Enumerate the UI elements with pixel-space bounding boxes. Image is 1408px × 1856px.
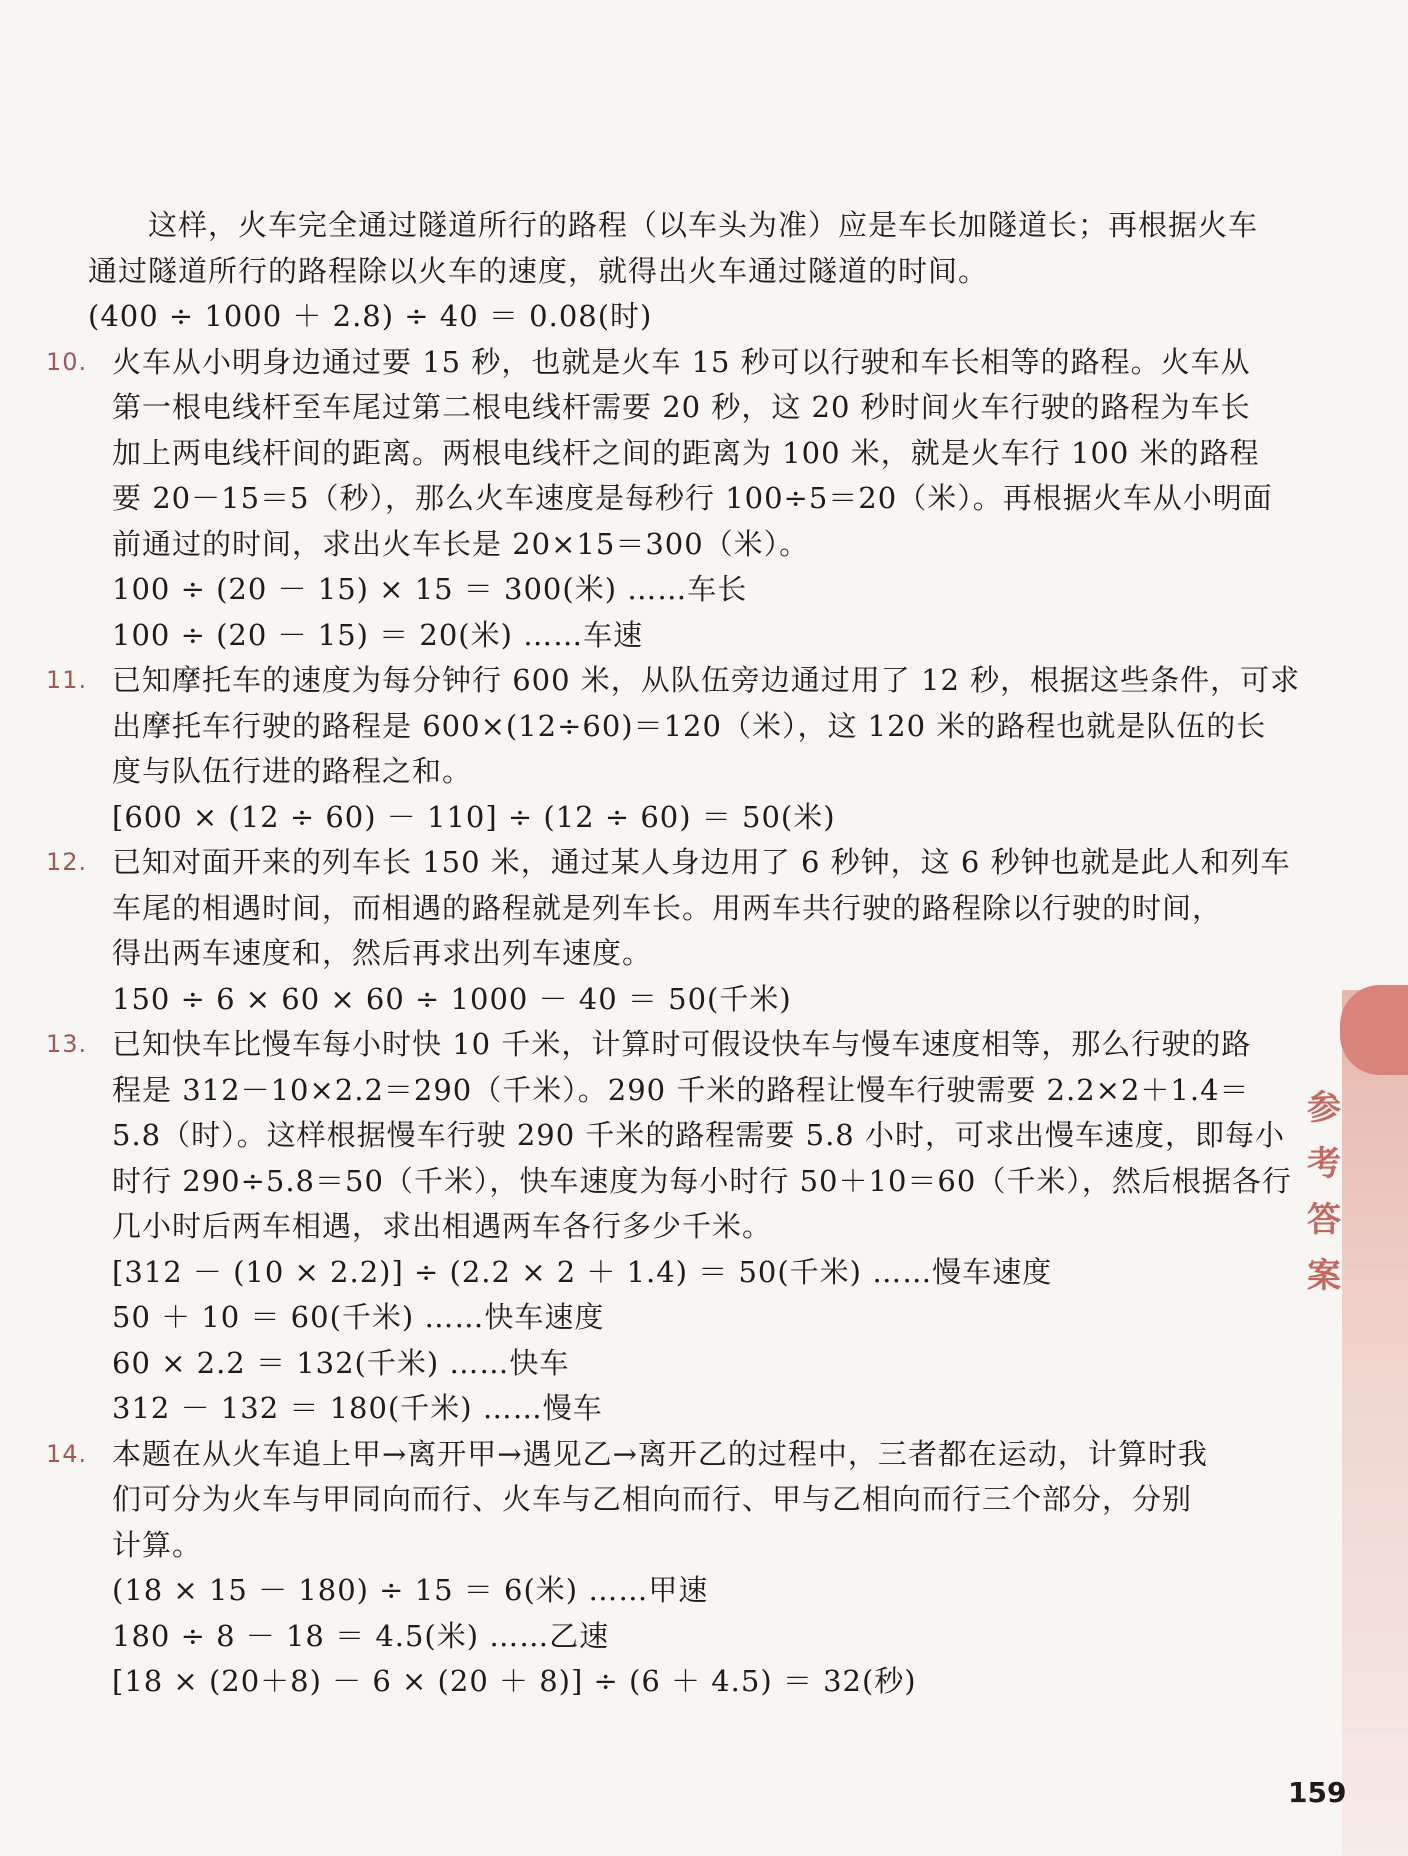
item-text-line: 几小时后两车相遇，求出相遇两车各行多少千米。: [112, 1209, 773, 1243]
intro-line-1: 这样，火车完全通过隧道所行的路程（以车头为准）应是车长加隧道长；再根据火车: [148, 208, 1259, 242]
section-label-char: 案: [1307, 1256, 1341, 1296]
item-text-line: 火车从小明身边通过要 15 秒，也就是火车 15 秒可以行驶和车长相等的路程。火车从: [112, 344, 1251, 379]
item-text-line: 车尾的相遇时间，而相遇的路程就是列车长。用两车共行驶的路程除以行驶的时间，: [112, 890, 1223, 925]
intro-calc: (400 ÷ 1000 ＋ 2.8) ÷ 40 ＝ 0.08(时): [88, 299, 653, 333]
item-number: 10.: [46, 347, 88, 376]
item-text-line: 5.8（时）。这样根据慢车行驶 290 千米的路程需要 5.8 小时，可求出慢车速度，即每小: [112, 1118, 1285, 1152]
item-text-line: 们可分为火车与甲同向而行、火车与乙相向而行、甲与乙相向而行三个部分，分别: [112, 1482, 1193, 1516]
item-text-line: 要 20－15＝5（秒），那么火车速度是每秒行 100÷5＝20（米）。再根据火车从小明面: [112, 481, 1273, 515]
intro-line-2: 通过隧道所行的路程除以火车的速度，就得出火车通过隧道的时间。: [88, 253, 989, 288]
item-calc: [312 － (10 × 2.2)] ÷ (2.2 × 2 ＋ 1.4) ＝ 50(千米) ……慢车速度: [112, 1254, 1053, 1289]
item-text-line: 度与队伍行进的路程之和。: [112, 754, 473, 788]
section-tab: [1340, 985, 1408, 1075]
item-calc: (18 × 15 － 180) ÷ 15 ＝ 6(米) ……甲速: [112, 1573, 709, 1607]
item-calc: 50 ＋ 10 ＝ 60(千米) ……快车速度: [112, 1300, 605, 1334]
answer-content: [46, 203, 1301, 1705]
item-calc: 100 ÷ (20 － 15) ＝ 20(米) ……车速: [112, 617, 644, 652]
answer-item-12: [46, 840, 1291, 1022]
section-label-char: 答: [1307, 1200, 1341, 1240]
item-calc: [18 × (20＋8) － 6 × (20 ＋ 8)] ÷ (6 ＋ 4.5) ＝ 32(秒): [112, 1664, 917, 1698]
item-calc: 180 ÷ 8 － 18 ＝ 4.5(米) ……乙速: [112, 1618, 610, 1653]
section-label-char: 参: [1307, 1088, 1341, 1128]
item-text-line: 时行 290÷5.8＝50（千米），快车速度为每小时行 50＋10＝60（千米），然后根据各行: [112, 1163, 1292, 1198]
answer-item-14: [46, 1432, 1238, 1705]
item-calc: 100 ÷ (20 － 15) × 15 ＝ 300(米) ……车长: [112, 572, 748, 606]
section-label-char: 考: [1307, 1144, 1341, 1184]
item-text-line: 出摩托车行驶的路程是 600×(12÷60)＝120（米），这 120 米的路程也就是队伍的长: [112, 708, 1267, 743]
item-number: 14.: [46, 1439, 88, 1468]
item-calc: 312 － 132 ＝ 180(千米) ……慢车: [112, 1391, 603, 1425]
item-text-line: 加上两电线杆间的距离。两根电线杆之间的距离为 100 米，就是火车行 100 米的路程: [112, 435, 1260, 470]
item-calc: 60 × 2.2 ＝ 132(千米) ……快车: [112, 1345, 570, 1380]
item-text-line: 前通过的时间，求出火车长是 20×15＝300（米）。: [112, 526, 810, 561]
item-number: 11.: [46, 666, 88, 694]
item-number: 13.: [46, 1030, 88, 1058]
answer-item-11: [46, 658, 1301, 840]
answer-item-13: [46, 1022, 1292, 1432]
item-text-line: 计算。: [112, 1527, 203, 1562]
item-text-line: 本题在从火车追上甲→离开甲→遇见乙→离开乙的过程中，三者都在运动，计算时我: [112, 1436, 1208, 1471]
item-text-line: 得出两车速度和，然后再求出列车速度。: [112, 936, 653, 970]
answer-item-10: [46, 340, 1273, 659]
item-text-line: 第一根电线杆至车尾过第二根电线杆需要 20 秒，这 20 秒时间火车行驶的路程为车长: [112, 390, 1251, 424]
item-calc: [600 × (12 ÷ 60) － 110] ÷ (12 ÷ 60) ＝ 50(米): [112, 799, 836, 834]
section-label: [1300, 1080, 1348, 1304]
item-calc: 150 ÷ 6 × 60 × 60 ÷ 1000 － 40 ＝ 50(千米): [112, 981, 792, 1016]
page-edge-band: [1342, 990, 1408, 1856]
item-text-line: 程是 312－10×2.2＝290（千米）。290 千米的路程让慢车行驶需要 2.2×2＋1.4＝: [112, 1072, 1250, 1107]
item-text-line: 已知对面开来的列车长 150 米，通过某人身边用了 6 秒钟，这 6 秒钟也就是此人和列车: [112, 845, 1291, 879]
item-number: 12.: [46, 848, 88, 876]
item-text-line: 已知快车比慢车每小时快 10 千米，计算时可假设快车与慢车速度相等，那么行驶的路: [112, 1027, 1252, 1061]
item-text-line: 已知摩托车的速度为每分钟行 600 米，从队伍旁边通过用了 12 秒，根据这些条件，可求: [112, 663, 1301, 697]
page-number: 159: [1288, 1776, 1347, 1809]
intro-paragraph: [88, 203, 1259, 294]
